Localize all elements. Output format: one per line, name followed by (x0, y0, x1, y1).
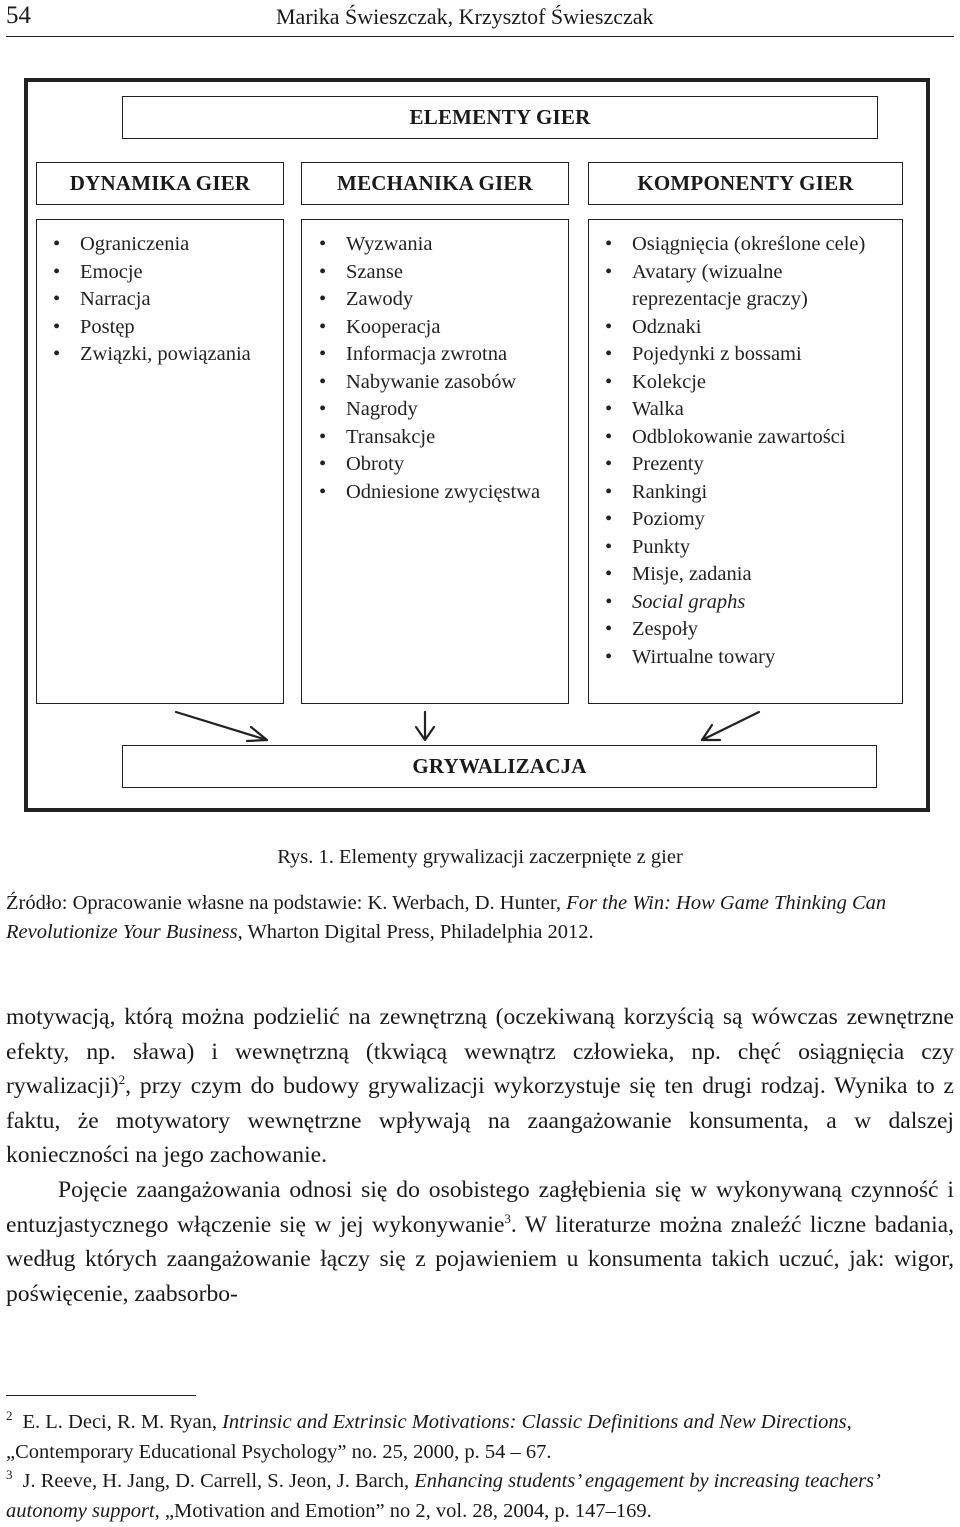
footnote-rest: , „Motivation and Emotion” no 2, vol. 28, 2004, p. 147–169. (154, 1499, 652, 1522)
list-item: • Walka (602, 396, 894, 424)
list-item: • Postęp (50, 314, 273, 342)
list-item: • Ograniczenia (50, 231, 273, 259)
list-item: • Związki, powiązania (50, 341, 273, 369)
list-item: • Nabywanie zasobów (316, 369, 558, 397)
paragraph-2 (6, 1173, 954, 1311)
footnote-number: 2 (6, 1408, 13, 1424)
footnote-authors: J. Reeve, H. Jang, D. Carrell, S. Jeon, J. Barch, (22, 1470, 415, 1492)
source-prefix: Źródło: Opracowanie własne na podstawie: K. Werbach, D. Hunter, (6, 892, 567, 914)
footnote-2 (6, 1408, 954, 1467)
footnote-rule (6, 1395, 196, 1396)
list-item: • Transakcje (316, 424, 558, 452)
paragraph-1 (6, 1000, 954, 1173)
list-item: • Misje, zadania (602, 561, 894, 589)
footnote-ref-3[interactable]: 3 (504, 1210, 511, 1226)
list-item: • Zawody (316, 286, 558, 314)
arrow-down-icon (416, 712, 434, 740)
figure-caption: Rys. 1. Elementy grywalizacji zaczerpnięte z gier (277, 846, 683, 868)
grywalizacja-box (122, 745, 877, 788)
list-item: • Odznaki (602, 314, 894, 342)
source-title: For the Win: How Game Thinking Can Revolutionize Your Business (6, 892, 887, 943)
paragraph-1-text-a: motywacją, którą można podzielić na zewnętrzną (oczekiwaną korzyścią są wówczas zewnętrzne efekty, np. sława) i wewnętrzną (tkwiącą wewnątrz człowieka, np. chęć osiągnięcia czy rywalizacji) (6, 1004, 954, 1100)
paragraph-1-text-b: , przy czym do budowy grywalizacji wykorzystuje się ten drugi rodzaj. Wynika to z faktu, że motywatory wewnętrzne wpływają na zaangażowanie konsumenta, a w dalszej konieczności na jego zachowanie. (6, 1073, 954, 1169)
list-item: • Szanse (316, 259, 558, 287)
list-item: • Odniesione zwycięstwa (316, 479, 558, 507)
footnote-rest: , „Contemporary Educational Psychology” no. 25, 2000, p. 54 – 67. (6, 1411, 852, 1463)
arrow-right-icon (702, 712, 759, 740)
list-item: • Punkty (602, 534, 894, 562)
list-item: • Kooperacja (316, 314, 558, 342)
list-item: • Wirtualne towary (602, 644, 894, 672)
list-item: • Prezenty (602, 451, 894, 479)
list-item: • Obroty (316, 451, 558, 479)
page-number: 54 (6, 2, 31, 29)
dynamika-gier-title: DYNAMIKA GIER (69, 171, 251, 195)
list-item: • Emocje (50, 259, 273, 287)
list-item: • Narracja (50, 286, 273, 314)
mechanika-gier-title: MECHANIKA GIER (337, 171, 533, 195)
grywalizacja-title: GRYWALIZACJA (412, 754, 587, 778)
source-suffix: , Wharton Digital Press, Philadelphia 2012. (237, 921, 594, 943)
list-item: • Social graphs (602, 589, 894, 617)
footnote-title: Intrinsic and Extrinsic Motivations: Classic Definitions and New Directions (222, 1411, 847, 1433)
list-item: • Kolekcje (602, 369, 894, 397)
arrow-left-icon (176, 712, 267, 741)
body-text (6, 1000, 954, 1311)
running-head-authors: Marika Świeszczak, Krzysztof Świeszczak (276, 4, 654, 29)
list-item: • Zespoły (602, 616, 894, 644)
footnote-3 (6, 1467, 954, 1526)
list-item: • Poziomy (602, 506, 894, 534)
list-item: • Osiągnięcia (określone cele) (602, 231, 894, 259)
elementy-gier-title: ELEMENTY GIER (409, 105, 591, 129)
list-item: • Odblokowanie zawartości (602, 424, 894, 452)
footnote-number: 3 (6, 1467, 13, 1483)
paragraph-2-text-a: Pojęcie zaangażowania odnosi się do osobistego zagłębienia się w wykonywaną czynność i entuzjastycznego włączenie się w jej wykonywanie (6, 1176, 954, 1238)
figure-source (6, 889, 956, 947)
paragraph-2-text-b: . W literaturze można znaleźć liczne badania, według których zaangażowanie łączy się z pojawieniem u konsumenta takich uczuć, jak: wigor, poświęcenie, zaabsorbo- (6, 1211, 954, 1307)
footnote-authors: E. L. Deci, R. M. Ryan, (22, 1411, 223, 1433)
list-item: • Nagrody (316, 396, 558, 424)
list-item: • Wyzwania (316, 231, 558, 259)
komponenty-gier-title: KOMPONENTY GIER (637, 171, 854, 195)
list-item: • Pojedynki z bossami (602, 341, 894, 369)
list-item: • Informacja zwrotna (316, 341, 558, 369)
list-item: • Rankingi (602, 479, 894, 507)
footnote-ref-2[interactable]: 2 (118, 1072, 126, 1088)
list-item: • Avatary (wizualne reprezentacje graczy) (602, 259, 894, 314)
footnote-title: Enhancing students’ engagement by increasing teachers’ autonomy support (6, 1470, 879, 1522)
